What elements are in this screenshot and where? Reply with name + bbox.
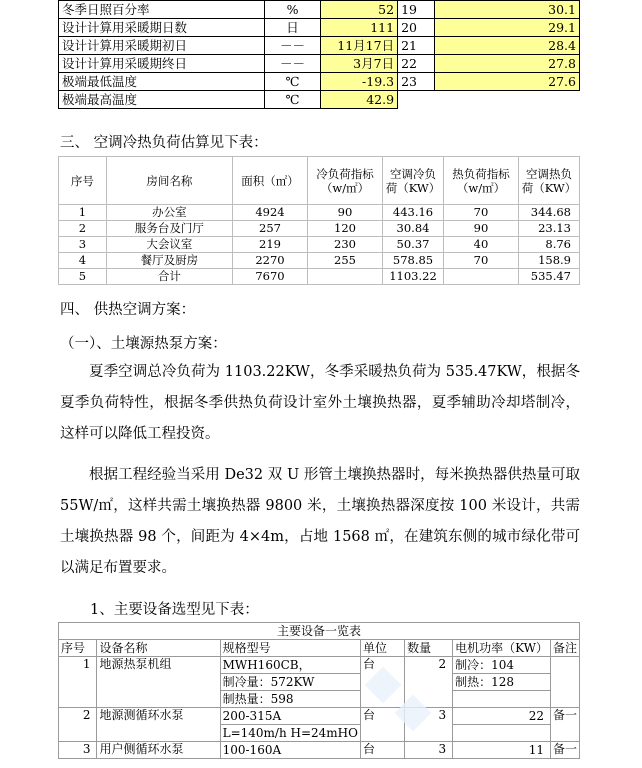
- section3-heading: 三、 空调冷热负荷估算见下表：: [60, 135, 268, 151]
- climate-table: [58, 0, 580, 109]
- climate-index: 19: [398, 1, 435, 19]
- load-cell: 3: [59, 237, 107, 253]
- climate-empty: [398, 91, 580, 109]
- load-cell: 合计: [106, 269, 232, 285]
- load-cell: 219: [233, 237, 308, 253]
- climate-row: [59, 19, 580, 37]
- climate-label: 冬季日照百分率: [59, 1, 265, 19]
- equipment-power: 制冷：104: [453, 657, 551, 674]
- equipment-qty: 3: [405, 742, 453, 759]
- load-cell: 230: [308, 237, 383, 253]
- load-cell: 120: [308, 221, 383, 237]
- equipment-spec: L=140m/h H=24mHO: [220, 725, 360, 742]
- load-cell: 344.68: [519, 205, 580, 221]
- climate-label: 极端最低温度: [59, 73, 265, 91]
- load-header-cell: 冷负荷指标（w/㎡）: [308, 157, 383, 205]
- equipment-no: 1: [59, 657, 97, 708]
- equipment-qty: 2: [405, 657, 453, 708]
- load-cell: 4: [59, 253, 107, 269]
- equipment-row: [59, 708, 580, 725]
- climate-row: [59, 73, 580, 91]
- equipment-unit: 台: [360, 742, 404, 759]
- load-header-cell: 序号: [59, 157, 107, 205]
- equipment-header-cell: 数量: [405, 640, 453, 657]
- equipment-power: 22: [453, 708, 551, 725]
- climate-unit: 日: [264, 19, 321, 37]
- load-cell: 23.13: [519, 221, 580, 237]
- climate-value-2: 30.1: [434, 1, 579, 19]
- climate-unit: ℃: [264, 73, 321, 91]
- load-table: [58, 156, 580, 285]
- load-cell: 餐厅及厨房: [106, 253, 232, 269]
- load-cell: 40: [444, 237, 519, 253]
- climate-index: 20: [398, 19, 435, 37]
- climate-value-2: 27.6: [434, 73, 579, 91]
- load-cell: 255: [308, 253, 383, 269]
- load-row: [59, 253, 580, 269]
- climate-value-2: 27.8: [434, 55, 579, 73]
- equipment-power: 11: [453, 742, 551, 759]
- climate-row: [59, 37, 580, 55]
- climate-unit: %: [264, 1, 321, 19]
- load-cell: 5: [59, 269, 107, 285]
- climate-value: -19.3: [321, 73, 398, 91]
- equipment-unit: 台: [360, 708, 404, 742]
- load-row: [59, 269, 580, 285]
- equipment-spec: MWH160CB，: [220, 657, 360, 674]
- load-cell: 1103.22: [383, 269, 444, 285]
- equipment-spec: 200-315A: [220, 708, 360, 725]
- climate-row: [59, 91, 580, 109]
- equipment-spec: 制冷量：572KW: [220, 674, 360, 691]
- equipment-header-cell: 电机功率（KW）: [453, 640, 551, 657]
- climate-label: 设计计算用采暖期初日: [59, 37, 265, 55]
- load-table-header: [59, 157, 580, 205]
- climate-row: [59, 55, 580, 73]
- load-cell: 1: [59, 205, 107, 221]
- equipment-spec: 制热量：598: [220, 691, 360, 708]
- climate-value-2: 29.1: [434, 19, 579, 37]
- load-cell: 2270: [233, 253, 308, 269]
- equipment-spec: 100-160A: [220, 742, 360, 759]
- climate-value: 52: [321, 1, 398, 19]
- load-row: [59, 237, 580, 253]
- equipment-table-title: 主要设备一览表: [59, 623, 580, 640]
- equipment-name: 地源热泵机组: [97, 657, 220, 708]
- load-cell: [444, 269, 519, 285]
- load-cell: 服务台及门厅: [106, 221, 232, 237]
- paragraph-1: 夏季空调总冷负荷为 1103.22KW，冬季采暖热负荷为 535.47KW，根据冬夏季负荷特性，根据冬季供热负荷设计室外土壤换热器，夏季辅助冷却塔制冷，这样可以降低工程投资。: [60, 364, 580, 442]
- load-cell: 578.85: [383, 253, 444, 269]
- load-header-cell: 面积（㎡）: [233, 157, 308, 205]
- climate-value-2: 28.4: [434, 37, 579, 55]
- paragraph-2: 根据工程经验当采用 De32 双 U 形管土壤换热器时，每米换热器供热量可取 55W/㎡，这样共需土壤换热器 9800 米，土壤换热器深度按 100 米设计，共需土壤换热器 98 个，间距为 4×4m，占地 1568 ㎡，在建筑东侧的城市绿化带可以满足布置要求。: [60, 467, 580, 576]
- equipment-name: 地源测循环水泵: [97, 708, 220, 742]
- equipment-header-cell: 序号: [59, 640, 97, 657]
- load-cell: 办公室: [106, 205, 232, 221]
- equipment-note: [550, 657, 579, 708]
- load-cell: 4924: [233, 205, 308, 221]
- equipment-note: 备一: [550, 742, 579, 759]
- equipment-header-cell: 设备名称: [97, 640, 220, 657]
- load-header-cell: 空调冷负荷（KW）: [383, 157, 444, 205]
- load-cell: [308, 269, 383, 285]
- equipment-qty: 3: [405, 708, 453, 742]
- load-cell: 535.47: [519, 269, 580, 285]
- load-row: [59, 221, 580, 237]
- load-cell: 90: [308, 205, 383, 221]
- load-cell: 443.16: [383, 205, 444, 221]
- load-cell: 257: [233, 221, 308, 237]
- load-cell: 大会议室: [106, 237, 232, 253]
- load-cell: 90: [444, 221, 519, 237]
- equipment-no: 3: [59, 742, 97, 759]
- load-cell: 70: [444, 253, 519, 269]
- equipment-row: [59, 742, 580, 759]
- load-cell: 70: [444, 205, 519, 221]
- climate-label: 设计计算用采暖期日数: [59, 19, 265, 37]
- equipment-header-cell: 单位: [360, 640, 404, 657]
- climate-label: 极端最高温度: [59, 91, 265, 109]
- equipment-table-header: [59, 640, 580, 657]
- list-heading: 1、主要设备选型见下表：: [90, 602, 259, 618]
- climate-value: 3月7日: [321, 55, 398, 73]
- equipment-power: [453, 725, 551, 742]
- load-cell: 7670: [233, 269, 308, 285]
- climate-row: [59, 1, 580, 19]
- equipment-row: [59, 657, 580, 674]
- equipment-table: [58, 622, 580, 759]
- equipment-name: 用户侧循环水泵: [97, 742, 220, 759]
- load-cell: 50.37: [383, 237, 444, 253]
- equipment-header-cell: 备注: [550, 640, 579, 657]
- equipment-power: 制热：128: [453, 674, 551, 691]
- equipment-unit: 台: [360, 657, 404, 708]
- section4-heading: 四、 供热空调方案：: [60, 302, 196, 318]
- climate-unit: －－: [264, 37, 321, 55]
- load-cell: 30.84: [383, 221, 444, 237]
- climate-unit: ℃: [264, 91, 321, 109]
- load-cell: 158.9: [519, 253, 580, 269]
- equipment-no: 2: [59, 708, 97, 742]
- load-header-cell: 热负荷指标（w/㎡）: [444, 157, 519, 205]
- climate-label: 设计计算用采暖期终日: [59, 55, 265, 73]
- climate-index: 21: [398, 37, 435, 55]
- load-cell: 2: [59, 221, 107, 237]
- climate-value: 11月17日: [321, 37, 398, 55]
- climate-value: 111: [321, 19, 398, 37]
- equipment-header-cell: 规格型号: [220, 640, 360, 657]
- load-header-cell: 空调热负荷（KW）: [519, 157, 580, 205]
- climate-value: 42.9: [321, 91, 398, 109]
- equipment-power: [453, 691, 551, 708]
- load-header-cell: 房间名称: [106, 157, 232, 205]
- load-row: [59, 205, 580, 221]
- climate-unit: －－: [264, 55, 321, 73]
- load-cell: 8.76: [519, 237, 580, 253]
- subsection1-heading: （一）、土壤源热泵方案：: [60, 336, 227, 352]
- climate-index: 22: [398, 55, 435, 73]
- equipment-note: 备一: [550, 708, 579, 742]
- climate-index: 23: [398, 73, 435, 91]
